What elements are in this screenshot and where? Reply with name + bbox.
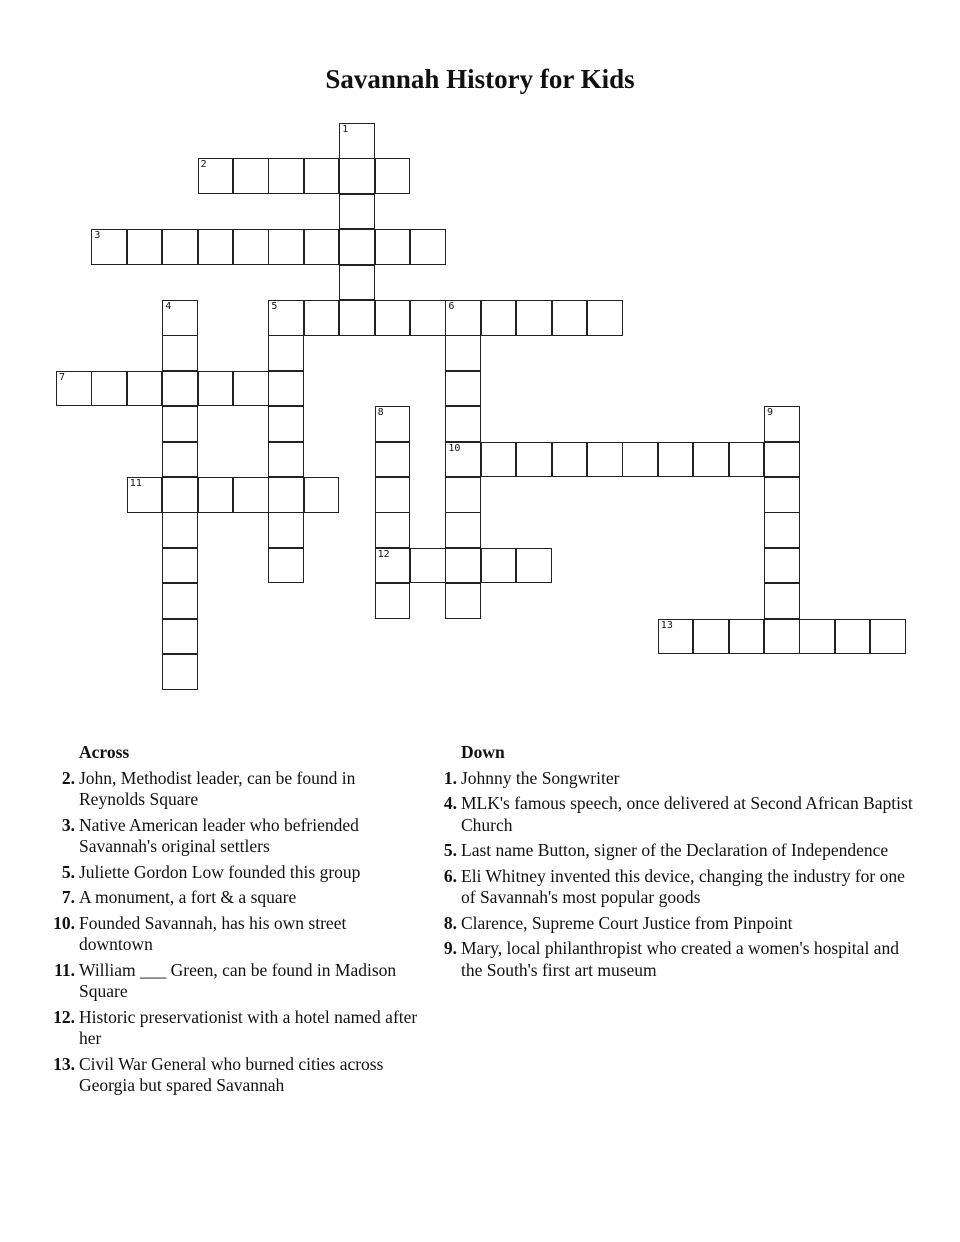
grid-cell[interactable] [304,300,340,336]
grid-cell[interactable] [375,406,411,442]
clue-number: 2. [61,767,75,788]
cell-number: 9 [767,407,774,419]
clue-number: 10. [53,912,75,933]
grid-cell[interactable] [268,371,304,407]
down-clue [422,768,922,790]
grid-cell[interactable] [658,442,694,478]
grid-cell[interactable] [799,619,835,655]
across-clue [40,1007,420,1050]
grid-cell[interactable] [481,300,517,336]
clue-text: MLK's famous speech, once delivered at Second African Baptist Church [461,793,913,835]
grid-cell[interactable] [622,442,658,478]
cell-number: 7 [59,371,66,383]
grid-cell[interactable] [587,300,623,336]
clue-text: Clarence, Supreme Court Justice from Pinpoint [461,912,793,933]
grid-cell[interactable] [339,300,375,336]
clue-number: 6. [443,865,457,886]
crossword-grid [56,123,906,690]
grid-cell[interactable] [339,265,375,301]
grid-cell[interactable] [410,229,446,265]
grid-cell[interactable] [516,442,552,478]
clue-number: 8. [443,912,457,933]
grid-cell[interactable] [764,512,800,548]
grid-cell[interactable] [552,300,588,336]
clue-number: 12. [53,1006,75,1027]
grid-cell[interactable] [268,548,304,584]
cell-number: 8 [377,407,384,419]
grid-cell[interactable] [56,371,92,407]
clue-number: 5. [61,861,75,882]
across-clue [40,768,420,811]
clue-text: Native American leader who befriended Savannah's original settlers [79,814,359,856]
grid-cell[interactable] [268,158,304,194]
grid-cell[interactable] [870,619,906,655]
cell-number: 12 [377,548,390,560]
grid-cell[interactable] [764,406,800,442]
grid-cell[interactable] [410,300,446,336]
clue-text: A monument, a fort & a square [79,887,297,907]
grid-cell[interactable] [445,442,481,478]
grid-cell[interactable] [375,442,411,478]
cell-number: 10 [448,442,461,454]
clue-number: 4. [443,793,457,813]
grid-cell[interactable] [764,477,800,513]
grid-cell[interactable] [339,229,375,265]
grid-cell[interactable] [516,548,552,584]
page-title: Savannah History for Kids [325,64,635,94]
cell-number: 13 [660,619,673,631]
grid-cell[interactable] [162,229,198,265]
grid-cell[interactable] [268,477,304,513]
clue-text: Eli Whitney invented this device, changing the industry for one of Savannah's most popular goods [461,865,905,907]
grid-cell[interactable] [127,229,163,265]
grid-cell[interactable] [162,300,198,336]
grid-cell[interactable] [729,442,765,478]
grid-cell[interactable] [375,548,411,584]
cell-number: 5 [271,301,278,312]
grid-cell[interactable] [127,371,163,407]
down-clue [422,840,922,862]
cell-number: 1 [342,124,349,135]
clue-number: 9. [443,938,457,958]
grid-cell[interactable] [693,442,729,478]
grid-cell[interactable] [233,158,269,194]
grid-cell[interactable] [304,477,340,513]
down-clue [422,938,922,981]
grid-cell[interactable] [339,123,375,159]
grid-cell[interactable] [587,442,623,478]
grid-cell[interactable] [445,583,481,619]
clue-number: 3. [61,814,75,835]
across-clue [40,862,420,884]
clue-text: Historic preservationist with a hotel named after her [79,1006,418,1048]
grid-cell[interactable] [198,371,234,407]
grid-cell[interactable] [445,548,481,584]
grid-cell[interactable] [339,158,375,194]
grid-cell[interactable] [268,335,304,371]
across-heading: Across [79,742,130,762]
down-clues [422,742,922,985]
grid-cell[interactable] [162,371,198,407]
grid-cell[interactable] [445,406,481,442]
grid-cell[interactable] [268,300,304,336]
grid-cell[interactable] [375,158,411,194]
cell-number: 4 [165,301,172,312]
grid-cell[interactable] [268,229,304,265]
grid-cell[interactable] [481,548,517,584]
grid-cell[interactable] [162,619,198,655]
grid-cell[interactable] [162,335,198,371]
grid-cell[interactable] [375,300,411,336]
clue-text: Juliette Gordon Low founded this group [79,861,361,882]
grid-cell[interactable] [764,442,800,478]
grid-cell[interactable] [339,194,375,230]
down-clue [422,793,922,836]
down-clue [422,913,922,935]
across-clue [40,1054,420,1097]
grid-cell[interactable] [304,229,340,265]
grid-cell[interactable] [162,654,198,690]
grid-cell[interactable] [268,442,304,478]
grid-cell[interactable] [198,229,234,265]
clue-number: 1. [443,767,457,788]
grid-cell[interactable] [729,619,765,655]
grid-cell[interactable] [268,406,304,442]
clue-text: Last name Button, signer of the Declaration of Independence [461,840,889,860]
grid-cell[interactable] [162,477,198,513]
grid-cell[interactable] [162,548,198,584]
grid-cell[interactable] [835,619,871,655]
grid-cell[interactable] [268,512,304,548]
grid-cell[interactable] [233,229,269,265]
grid-cell[interactable] [375,583,411,619]
cell-number: 11 [129,478,142,489]
clue-number: 11. [54,959,75,980]
grid-cell[interactable] [233,477,269,513]
grid-cell[interactable] [481,442,517,478]
across-clues [40,742,420,1101]
clue-text: William ___ Green, can be found in Madison Square [79,959,397,1001]
clue-text: Mary, local philanthropist who created a women's hospital and the South's first art museum [461,938,899,980]
down-heading: Down [461,742,505,762]
grid-cell[interactable] [375,477,411,513]
grid-cell[interactable] [91,229,127,265]
grid-cell[interactable] [516,300,552,336]
grid-cell[interactable] [127,477,163,513]
grid-cell[interactable] [91,371,127,407]
grid-cell[interactable] [764,619,800,655]
grid-cell[interactable] [198,477,234,513]
grid-cell[interactable] [764,548,800,584]
clue-text: Johnny the Songwriter [461,767,620,788]
grid-cell[interactable] [552,442,588,478]
grid-cell[interactable] [375,229,411,265]
across-clue [40,815,420,858]
grid-cell[interactable] [764,583,800,619]
grid-cell[interactable] [693,619,729,655]
grid-cell[interactable] [445,512,481,548]
down-clue [422,866,922,909]
grid-cell[interactable] [198,158,234,194]
clue-number: 7. [61,887,75,907]
grid-cell[interactable] [445,371,481,407]
grid-cell[interactable] [304,158,340,194]
clue-text: John, Methodist leader, can be found in Reynolds Square [79,767,356,809]
cell-number: 6 [448,301,455,312]
grid-cell[interactable] [658,619,694,655]
across-clue [40,913,420,956]
grid-cell[interactable] [445,477,481,513]
clue-number: 5. [443,840,457,860]
grid-cell[interactable] [162,406,198,442]
grid-cell[interactable] [445,335,481,371]
clue-number: 13. [53,1053,75,1074]
across-clue [40,960,420,1003]
grid-cell[interactable] [162,512,198,548]
grid-cell[interactable] [162,583,198,619]
clue-text: Founded Savannah, has his own street downtown [79,912,347,954]
grid-cell[interactable] [445,300,481,336]
cell-number: 2 [200,159,207,171]
across-clue [40,887,420,909]
grid-cell[interactable] [375,512,411,548]
cell-number: 3 [94,230,101,242]
grid-cell[interactable] [410,548,446,584]
grid-cell[interactable] [162,442,198,478]
grid-cell[interactable] [233,371,269,407]
clue-text: Civil War General who burned cities across Georgia but spared Savannah [79,1053,384,1095]
